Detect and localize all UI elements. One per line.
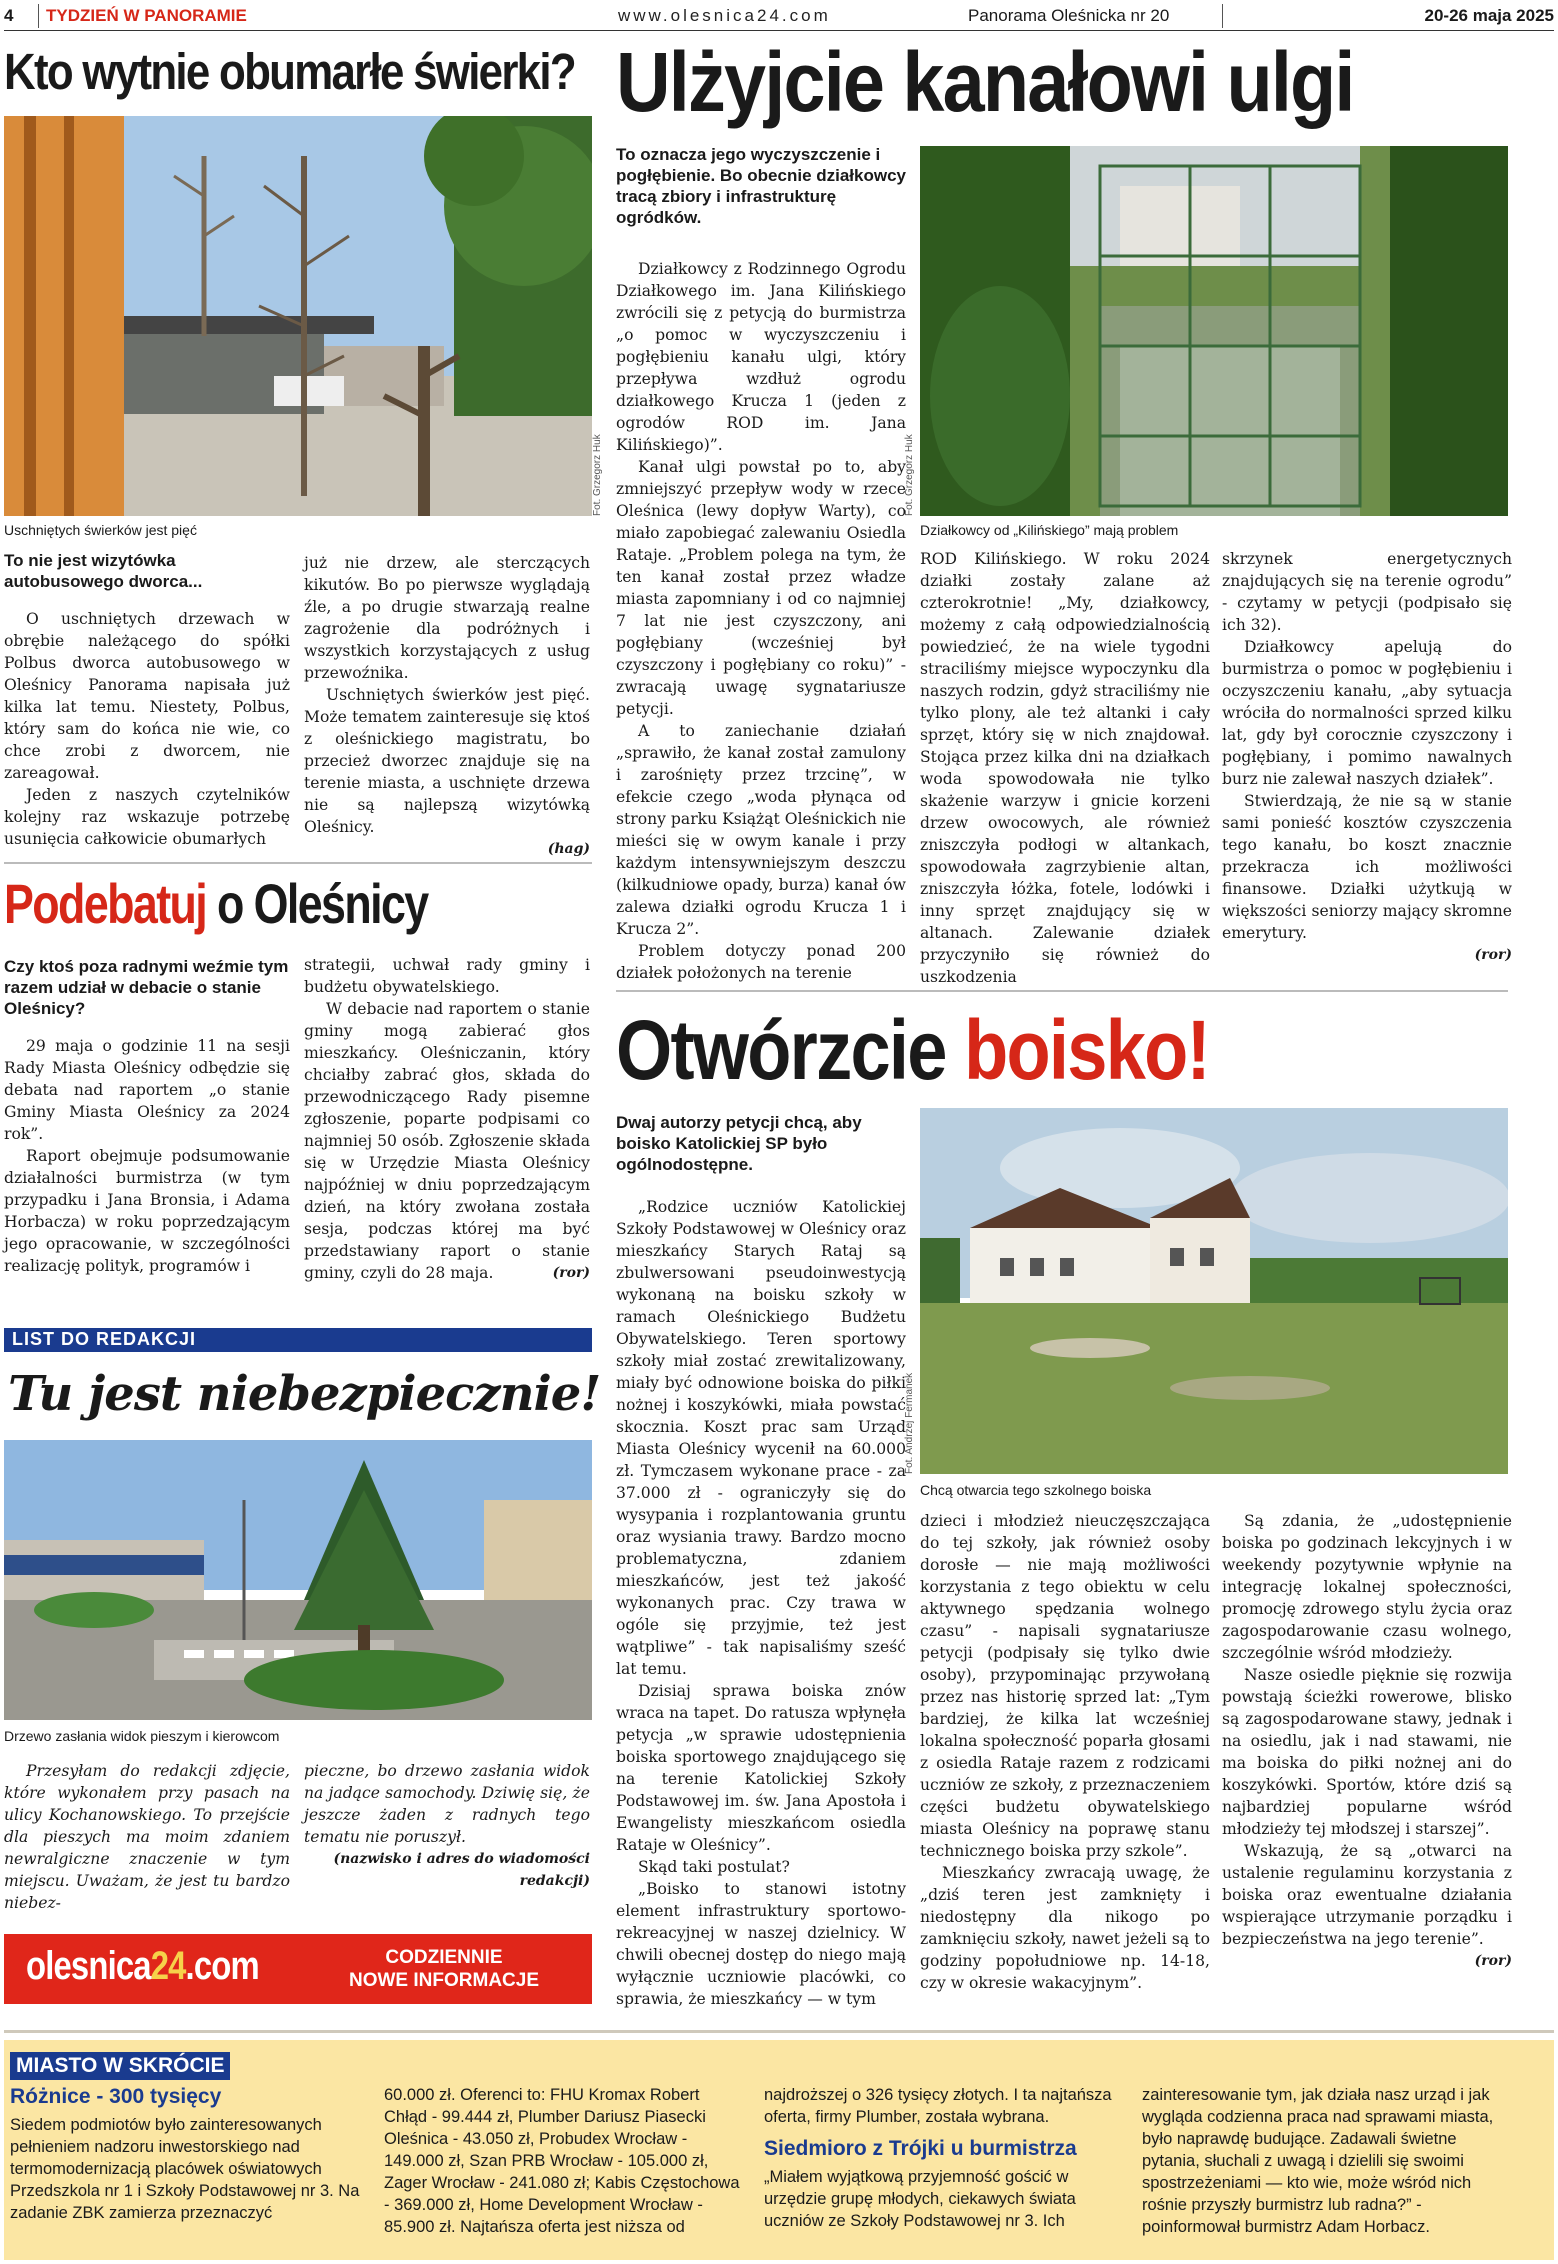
ticker-item-text: 60.000 zł. Oferenci to: FHU Kromax Robert Chłąd - 99.444 zł, Plumber Dariusz Piasecki Oleśnica - 43.050 zł, Probudex Wrocław - 149.000 zł, Szan PRB Wrocław - 105.000 zł, Zager Wrocław - 241.080 zł; Kabis Częstochowa - 369.000 zł, Home Development Wrocław - 85.900 zł. Najtańsza oferta jest niższa od bbox=[384, 2086, 740, 2236]
article-lead: Dwaj autorzy petycji chcą, aby boisko Katolickiej SP było ogólnodostępne. bbox=[616, 1113, 862, 1174]
canal-column-2 bbox=[920, 548, 1210, 988]
banner-tagline bbox=[304, 1946, 584, 1992]
logo-domain: .com bbox=[185, 1944, 259, 1988]
pitch-photo bbox=[920, 1108, 1508, 1474]
paragraph: Stwierdzają, że nie są w stanie sami ponieść kosztów czyszczenia tego kanału, bo koszt znacznie przekracza ich możliwości finansowe. Działki użytkują w większości seniorzy mający skromne emerytury. bbox=[1222, 792, 1512, 942]
paragraph: Działkowcy apelują do burmistrza o pomoc w pogłębieniu i oczyszczeniu kanału, „aby sytuacja wróciła do normalności sprzed kilku lat, gdy był corocznie czyszczony i pogłębiany, i pomimo nawalnych burz nie zalewał naszych działek”. bbox=[1222, 638, 1512, 788]
canal-column-1 bbox=[616, 258, 906, 984]
article-lead: To oznacza jego wyczyszczenie i pogłębienie. Bo obecnie działkowcy tracą zbiory i infrastrukturę ogródków. bbox=[616, 145, 907, 227]
article-signature: (ror) bbox=[552, 1265, 590, 1281]
tagline-line: CODZIENNIE bbox=[385, 1947, 503, 1968]
paragraph: pieczne, bo drzewo zasłania widok na jadące samochody. Dziwię się, że jeszcze żaden z radnych tego tematu nie poruszył. bbox=[304, 1762, 590, 1846]
photo-caption: Chcą otwarcia tego szkolnego boiska bbox=[920, 1482, 1152, 1498]
crossing-illustration bbox=[4, 1440, 592, 1720]
issue-date: 20-26 maja 2025 bbox=[1424, 6, 1554, 25]
paragraph: Dzisiaj sprawa boiska znów wraca na tapet. Do ratusza wpłynęła petycja „w sprawie udostępnienia boiska sportowego znajdującego się na terenie Katolickiej Szkoły Podstawowej im. św. Jana Apostoła i Ewangelisty mieszkańcom osiedla Rataje w Oleśnicy”. bbox=[616, 1682, 906, 1854]
header-rule bbox=[4, 30, 1554, 31]
photo-credit: Fot. Grzegorz Huk bbox=[592, 434, 603, 516]
spruces-headline: Kto wytnie obumarłe świerki? bbox=[4, 43, 575, 100]
paragraph: O uschniętych drzewach w obrębie należącego do spółki Polbus dworca autobusowego w Oleśnicy Panorama napisała już kilka lat temu. Niestety, Polbus, który sam do końca nie wie, co chce zrobi z dworcem, nie zareagował. bbox=[4, 610, 290, 782]
banner-logo bbox=[26, 1944, 259, 1989]
ticker-label: MIASTO W SKRÓCIE bbox=[10, 2052, 230, 2080]
paragraph: W debacie nad raportem o stanie gminy mogą zabierać głos mieszkańcy. Oleśniczanin, który chciałby zabrać głos, składa do przewodniczącego Rady pisemne zgłoszenie, poparte podpisami co najmniej 50 osób. Zgłoszenie składa się w Urzędzie Miasta Oleśnicy najpóźniej w dniu poprzedzającym dzień, na który zwołana została sesja, podczas której ma być przedstawiany raport o stanie gminy, czyli do 28 maja. bbox=[304, 1000, 590, 1282]
school-pitch-illustration bbox=[920, 1108, 1508, 1474]
letter-signature-line: (nazwisko i adres do wiadomości bbox=[333, 1851, 590, 1867]
letter-photo bbox=[4, 1440, 592, 1720]
letter-section-label: LIST DO REDAKCJI bbox=[4, 1328, 592, 1352]
letter-signature-line: redakcji) bbox=[519, 1873, 590, 1889]
paragraph: Raport obejmuje podsumowanie działalności burmistrza (w tym przypadku i Jana Bronsia, i Adama Horbacza) w roku poprzedzającym jego opracowanie, w szczególności realizację polityk, programów i bbox=[4, 1147, 290, 1275]
headline-accent: boisko! bbox=[964, 1003, 1209, 1097]
letter-column-2 bbox=[304, 1760, 590, 1892]
paragraph: strategii, uchwał rady gminy i budżetu obywatelskiego. bbox=[304, 956, 590, 996]
issue-label: Panorama Oleśnicka nr 20 bbox=[968, 6, 1170, 25]
article-signature: (ror) bbox=[1474, 947, 1512, 963]
paragraph: Działkowcy z Rodzinnego Ogrodu Działkowego im. Jana Kilińskiego zwrócili się z petycją do burmistrza „o pomoc w wyczyszczeniu i pogłębieniu kanału ulgi, który przepływa wzdłuż ogrodu działkowego Krucza 1 (jeden z ogrodów ROD im. Jana Kilińskiego)”. bbox=[616, 260, 906, 454]
article-lead: To nie jest wizytówka autobusowego dworca... bbox=[4, 551, 203, 591]
photo-credit: Fot. Andrzej Fermanek bbox=[904, 1372, 915, 1474]
photo-caption: Drzewo zasłania widok pieszym i kierowcom bbox=[4, 1728, 280, 1744]
paragraph: Nasze osiedle pięknie się rozwija powstają ścieżki rowerowe, blisko są zagospodarowane stawy, jednak i na osiedlu, jak i nad stawami, nie ma boiska do piłki nożnej ani do koszykówki. Sportów, które dziś są najbardziej popularne wśród młodzieży tej młodszej i starszej”. bbox=[1222, 1666, 1512, 1838]
paragraph: 29 maja o godzinie 11 na sesji Rady Miasta Oleśnicy odbędzie się debata nad raportem „o stanie Gminy Miasta Oleśnicy za 2024 rok”. bbox=[4, 1037, 290, 1143]
section-divider bbox=[4, 862, 592, 864]
paragraph: skrzynek energetycznych znajdujących się na terenie ogrodu” - czytamy w petycji (podpisało się ich 32). bbox=[1222, 550, 1512, 634]
ticker-item-text: „Miałem wyjątkową przyjemność gościć w urzędzie grupę młodych, ciekawych świata uczniów ze Szkoły Podstawowej nr 3. Ich bbox=[764, 2168, 1076, 2230]
paragraph: Wskazują, że są „otwarci na ustalenie regulaminu korzystania z boiska oraz ewentualne działania wspierające utrzymanie porządku i bezpieczeństwa na jego terenie”. bbox=[1222, 1842, 1512, 1948]
canal-photo bbox=[920, 146, 1508, 516]
paragraph: już nie drzew, ale sterczących kikutów. Bo po pierwsze wyglądają źle, a po drugie stwarzają realne zagrożenie dla podróżnych i wszystkich korzystających z usług przewoźnika. bbox=[304, 554, 590, 682]
canal-column-3 bbox=[1222, 548, 1512, 966]
headline-rest: o Oleśnicy bbox=[217, 872, 428, 935]
pitch-column-2 bbox=[920, 1510, 1210, 1994]
ticker-item-text: Siedem podmiotów było zainteresowanych pełnieniem nadzoru inwestorskiego nad termomodernizacją placówek oświatowych Przedszkola nr 1 i Szkoły Podstawowej nr 3. Na zadanie ZBK zamierza przeznaczyć bbox=[10, 2116, 360, 2222]
header-divider bbox=[38, 4, 39, 28]
article-signature: (hag) bbox=[547, 841, 590, 857]
tagline-line: NOWE INFORMACJE bbox=[349, 1970, 539, 1991]
paragraph: Jeden z naszych czytelników kolejny raz wskazuje potrzebę usunięcia całkowicie obumarłych bbox=[4, 786, 290, 848]
logo-number: 24 bbox=[150, 1944, 186, 1988]
headline-rest: Otwórzcie bbox=[616, 1003, 946, 1097]
ticker-column-4 bbox=[1142, 2084, 1502, 2238]
paragraph: ROD Kilińskiego. W roku 2024 działki zostały zalane aż czterokrotnie! „My, działkowcy, możemy z całą odpowiedzialnością powiedzieć, że na wiele tygodni straciliśmy miejsce wypoczynku dla naszych rodzin, gdyż straciliśmy nie tylko plony, ale też altanki i cały sprzęt, który się w nich znajdował. Stojąca przez kilka dni na działkach woda spowodowała nie tylko skażenie warzyw i gnicie korzeni drzew owocowych, ale również zniszczyła podłogi w altankach, spowodowała zagrzybienie altan, zniszczyła łóżka, fotele, lodówki i inny sprzęt znajdujący się w altanach. Zalewanie działek przyczyniło się również do uszkodzenia bbox=[920, 550, 1210, 986]
paragraph: Skąd taki postulat? bbox=[638, 1858, 790, 1876]
paragraph: Uschniętych świerków jest pięć. Może tematem zainteresuje się ktoś z oleśnickiego magistratu, bo przecież dworzec znajduje się na terenie miasta, a uschnięte drzewa nie są najlepszą wizytówką Oleśnicy. bbox=[304, 686, 590, 836]
bus-station-illustration bbox=[4, 116, 592, 516]
header-divider bbox=[1222, 4, 1223, 28]
ticker-item-title: Różnice - 300 tysięcy bbox=[10, 2085, 222, 2108]
headline-accent: Podebatuj bbox=[4, 872, 207, 935]
section-name: TYDZIEŃ W PANORAMIE bbox=[46, 6, 247, 25]
letter-column-1 bbox=[4, 1760, 290, 1914]
paragraph: „Boisko to stanowi istotny element infrastruktury sportowo-rekreacyjnej w naszej dzielnicy. W chwili obecnej dostęp do niego mają wyłącznie uczniowie placówki, co sprawia, że mieszkańcy — w tym bbox=[616, 1880, 906, 2008]
spruces-photo bbox=[4, 116, 592, 516]
section-divider bbox=[616, 990, 1508, 992]
ticker-column-3 bbox=[764, 2084, 1120, 2232]
ticker-column-2 bbox=[384, 2084, 740, 2238]
pitch-column-1 bbox=[616, 1196, 906, 2010]
photo-caption: Działkowcy od „Kilińskiego” mają problem bbox=[920, 522, 1179, 538]
paragraph: Kanał ulgi powstał po to, aby zmniejszyć przepływ wody w rzece Oleśnica (lewy dopływ Warty), co miało zapobiegać zalewaniu Osiedla Rataje. „Problem polega na tym, że ten kanał został przez władze miasta zapomniany i od co najmniej 7 lat nie jest czyszczony, ani pogłębiany (wcześniej był czyszczony i pogłębiany co roku)” - zwracają uwagę sygnatariusze petycji. bbox=[616, 458, 906, 718]
paragraph: A to zaniechanie działań „sprawiło, że kanał został zamulony i zarośnięty przez trzcinę”, w efekcie czego „woda płynąca od strony parku Książąt Oleśnickich nie mieści się w owym kanale i przy każdym intensywniejszym deszczu (kilkudniowe opady, burza) kanał ów zalewa działki ogrodu Krucza 1 i Krucza 2”. bbox=[616, 722, 906, 938]
promo-banner[interactable] bbox=[4, 1934, 592, 2004]
photo-credit: Fot. Grzegorz Huk bbox=[904, 434, 915, 516]
article-signature: (ror) bbox=[1474, 1953, 1512, 1969]
paragraph: Przesyłam do redakcji zdjęcie, które wykonałem przy pasach na ulicy Kochanowskiego. To przejście dla pieszych ma moim zdaniem newralgiczne znaczenie w tym miejscu. Uważam, że jest tu bardzo niebez- bbox=[4, 1762, 290, 1912]
debate-column-1 bbox=[4, 956, 290, 1277]
section-divider bbox=[4, 2030, 1554, 2033]
website-url[interactable]: www.olesnica24.com bbox=[618, 6, 831, 25]
canal-headline: Ulżyjcie kanałowi ulgi bbox=[616, 35, 1354, 129]
garden-gate-illustration bbox=[920, 146, 1508, 516]
debate-headline bbox=[4, 872, 428, 935]
paragraph: Są zdania, że „udostępnienie boiska po godzinach lekcyjnych i w weekendy pozytywnie wpłynie na integrację lokalnej społeczności, promocję zdrowego stylu życia oraz zagospodarowanie czasu wolnego, szczególnie wśród młodzieży. bbox=[1222, 1512, 1512, 1662]
photo-caption: Uschniętych świerków jest pięć bbox=[4, 522, 197, 538]
paragraph: Mieszkańcy zwracają uwagę, że „dziś teren jest zamknięty i niedostępny dla nikogo po zamknięciu szkoły, nawet jeżeli są to godziny popołudniowe np. 14-18, czy w okresie wakacyjnym”. bbox=[920, 1864, 1210, 1992]
debate-column-2 bbox=[304, 954, 590, 1284]
ticker-column-1 bbox=[10, 2084, 366, 2224]
paragraph: dzieci i młodzież nieuczęszczająca do tej szkoły, jak również osoby dorosłe — nie mają możliwości korzystania z tego obiektu w celu aktywnego spędzania wolnego czasu” - napisali sygnatariusze petycji (podpisały się tylko dwie osoby), przypominając przywołaną przez nas historię sprzed lat: „Tym bardziej, że kilka lat wcześniej lokalna społeczność poparła głosami z osiedla Rataje razem z rodzicami uczniów ze szkoły, z przeznaczeniem części budżetu obywatelskiego miasta Oleśnicy na poprawę stanu technicznego boiska przy szkole”. bbox=[920, 1512, 1210, 1860]
paragraph: „Rodzice uczniów Katolickiej Szkoły Podstawowej w Oleśnicy oraz mieszkańcy Starych Rataj są zbulwersowani pseudoinwestycją wykonaną na boisku szkoły w ramach Oleśnickiego Budżetu Obywatelskiego. Teren sportowy szkoły miał zostać zrewitalizowany, miały być odnowione boiska do piłki nożnej i koszykówki, miała powstać skocznia. Koszt prac sam Urząd Miasta Oleśnicy wycenił na 60.000 zł. Tymczasem wykonane prace - za 37.000 zł - ograniczyły się do wysypania i rozplantowania gruntu oraz wysiania trawy. Bardzo mocno problematyczna, zdaniem mieszkańców, jest też jakość wykonanych prac. Czy trawa w ogóle się przyjmie, też jest wątpliwe” - tak napisaliśmy sześć lat temu. bbox=[616, 1198, 906, 1678]
ticker-item-text: najdroższej o 326 tysięcy złotych. I ta najtańsza oferta, firmy Plumber, została wybrana. bbox=[764, 2086, 1112, 2126]
pitch-headline bbox=[616, 1003, 1209, 1097]
pitch-column-3 bbox=[1222, 1510, 1512, 1972]
letter-headline: Tu jest niebezpiecznie! bbox=[8, 1366, 601, 1422]
page-number: 4 bbox=[4, 6, 14, 25]
spruces-column-1 bbox=[4, 550, 290, 850]
logo-text: olesnica bbox=[26, 1944, 151, 1988]
ticker-item-text: zainteresowanie tym, jak działa nasz urząd i jak wygląda codzienna praca nad sprawami miasta, było naprawdę budujące. Zadawali świetne pytania, słuchali z uwagą i dzielili się swoimi spostrzeżeniami — kto wie, może wśród nich rośnie przyszły burmistrz lub radna?” - poinformował burmistrz Adam Horbacz. bbox=[1142, 2086, 1494, 2236]
paragraph: Problem dotyczy ponad 200 działek położonych na terenie bbox=[616, 942, 906, 982]
article-lead: Czy ktoś poza radnymi weźmie tym razem udział w debacie o stanie Oleśnicy? bbox=[4, 957, 289, 1018]
spruces-column-2 bbox=[304, 552, 590, 860]
ticker-item-title: Siedmioro z Trójki u burmistrza bbox=[764, 2137, 1077, 2160]
